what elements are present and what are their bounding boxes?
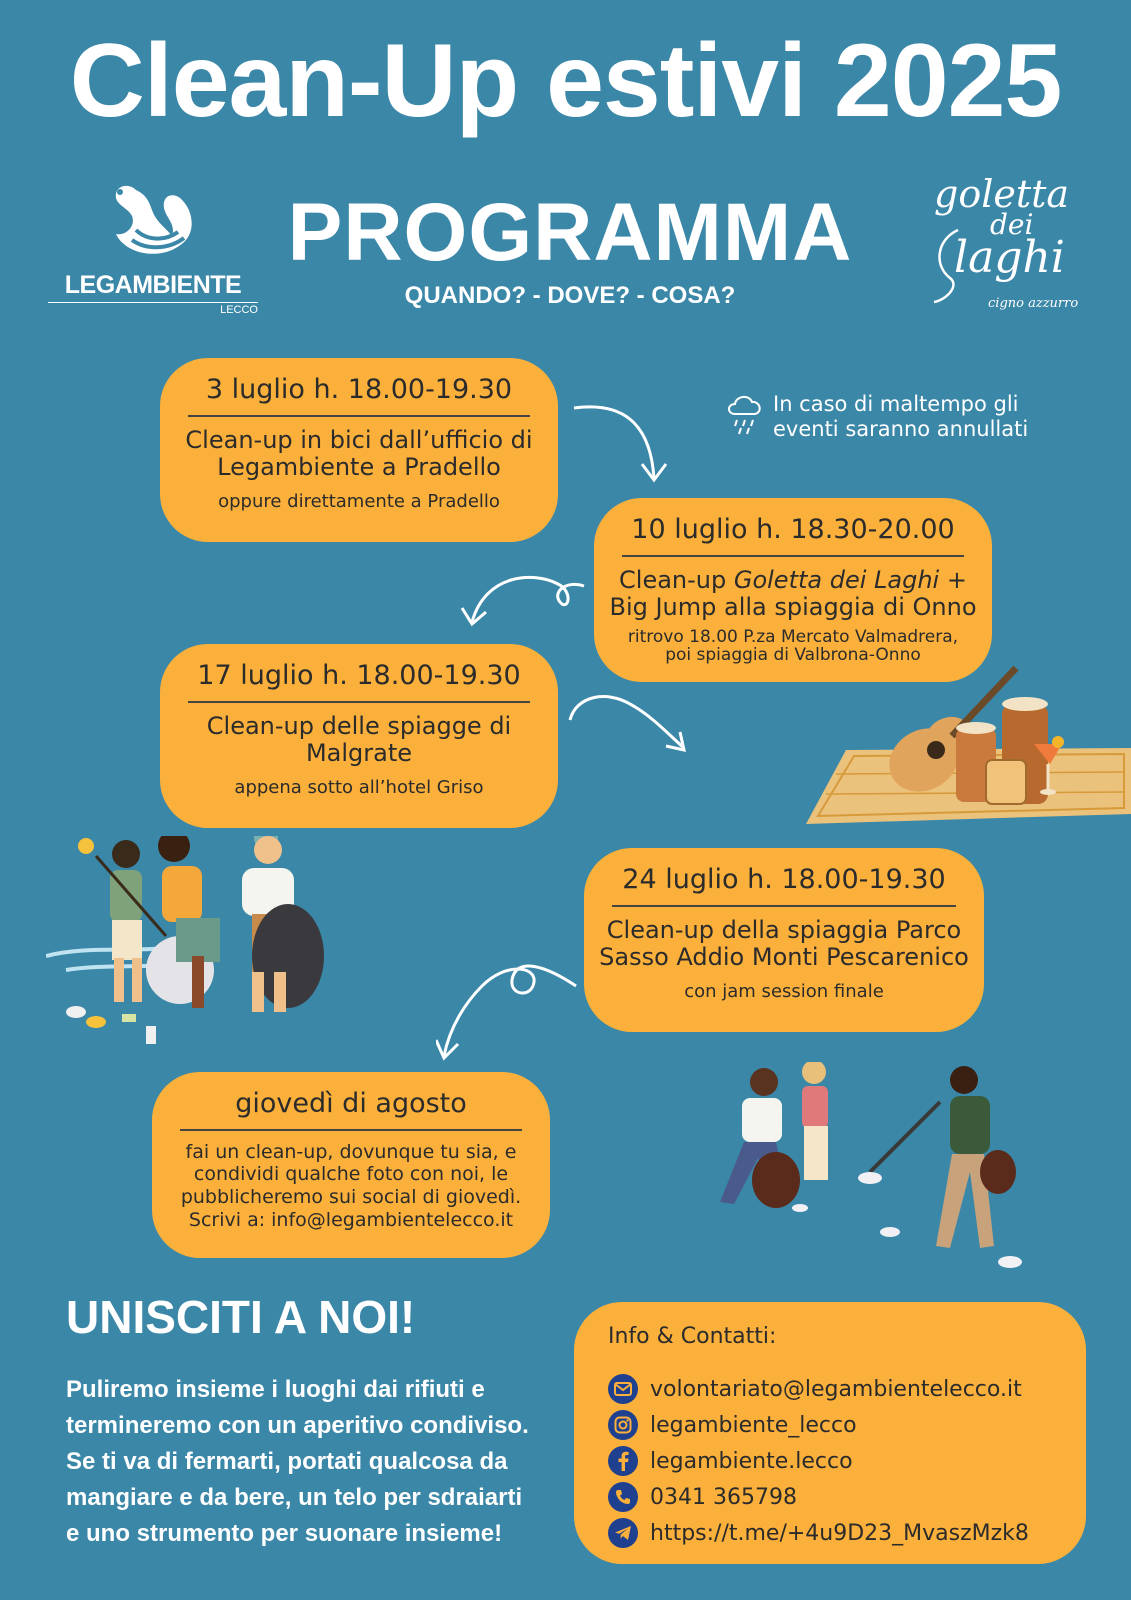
event-description: Sasso Addio Monti Pescarenico <box>599 943 969 972</box>
contacts-card <box>574 1302 1086 1564</box>
weather-line2: eventi saranno annullati <box>773 417 1029 442</box>
picnic-illustration-icon <box>806 664 1131 834</box>
divider <box>188 701 530 703</box>
join-description <box>66 1372 566 1552</box>
event-description: Clean-up della spiaggia Parco <box>606 915 962 944</box>
event-description: Legambiente a Pradello <box>217 453 501 482</box>
contact-row-phone[interactable] <box>608 1479 1086 1515</box>
arrow-icon <box>570 400 680 490</box>
divider <box>188 415 530 417</box>
event-card-2 <box>594 498 992 682</box>
mail-icon <box>608 1374 638 1404</box>
legambiente-logo <box>48 178 258 323</box>
legambiente-brand: LEGAMBIENTE <box>64 271 242 299</box>
contact-telegram[interactable]: https://t.me/+4u9D23_MvaszMzk8 <box>650 1520 1029 1546</box>
event-description: Clean-up delle spiagge di <box>206 711 512 740</box>
swan-icon <box>106 178 200 268</box>
contacts-title: Info & Contatti: <box>608 1324 777 1349</box>
event-note: oppure direttamente a Pradello <box>218 490 500 512</box>
event-note: fai un clean-up, dovunque tu sia, e <box>185 1140 517 1163</box>
join-line: Se ti va di fermarti, portati qualcosa da <box>66 1448 508 1475</box>
goletta-line3: laghi <box>954 232 1065 283</box>
goletta-italic: Goletta dei Laghi <box>733 565 940 594</box>
event-card-5 <box>152 1072 550 1258</box>
goletta-logo <box>930 172 1100 322</box>
weather-note <box>725 392 1055 444</box>
event-date: 24 luglio h. 18.00-19.30 <box>622 864 946 895</box>
weather-line1: In caso di maltempo gli <box>773 392 1019 416</box>
event-description: Clean-up in bici dall’ufficio di <box>185 425 533 454</box>
event-date: 17 luglio h. 18.00-19.30 <box>197 660 521 691</box>
join-line: termineremo con un aperitivo condiviso. <box>66 1412 529 1439</box>
event-note: Scrivi a: info@legambientelecco.it <box>188 1208 514 1231</box>
program-heading: PROGRAMMA <box>287 187 853 278</box>
contact-row-telegram[interactable] <box>608 1515 1086 1551</box>
event-card-4 <box>584 848 984 1032</box>
program-subtitle: QUANDO? - DOVE? - COSA? <box>404 282 736 309</box>
goletta-line1: goletta <box>934 172 1070 216</box>
join-line: e uno strumento per suonare insieme! <box>66 1520 503 1547</box>
join-heading: UNISCITI A NOI! <box>66 1291 416 1343</box>
event-description: Clean-up Goletta dei Laghi + <box>619 565 967 594</box>
event-description: Malgrate <box>305 739 413 768</box>
divider <box>180 1129 522 1131</box>
contact-row-email[interactable] <box>608 1371 1086 1407</box>
contact-facebook[interactable]: legambiente.lecco <box>650 1448 853 1474</box>
event-card-3 <box>160 644 558 828</box>
contact-email[interactable]: volontariato@legambientelecco.it <box>650 1376 1022 1402</box>
event-note: ritrovo 18.00 P.za Mercato Valmadrera, <box>627 626 959 647</box>
event-card-1 <box>160 358 558 542</box>
contact-phone[interactable]: 0341 365798 <box>650 1484 797 1510</box>
arrow-icon <box>456 566 586 636</box>
contact-row-facebook[interactable] <box>608 1443 1086 1479</box>
event-date: 3 luglio h. 18.00-19.30 <box>205 374 513 405</box>
event-note: con jam session finale <box>684 980 884 1002</box>
event-note: condividi qualche foto con noi, le <box>193 1163 509 1186</box>
event-note: appena sotto all’hotel Griso <box>234 776 484 798</box>
divider <box>612 905 956 907</box>
goletta-line2: dei <box>990 208 1034 241</box>
legambiente-sub: LECCO <box>48 302 258 316</box>
divider <box>622 555 964 557</box>
goletta-line4: cigno azzurro <box>988 296 1079 311</box>
page-title: Clean-Up estivi 2025 <box>69 23 1062 139</box>
cleanup-volunteers-illustration-icon <box>46 836 336 1066</box>
event-date: 10 luglio h. 18.30-20.00 <box>631 514 955 545</box>
join-line: mangiare e da bere, un telo per sdraiarti <box>66 1484 523 1511</box>
event-note: poi spiaggia di Valbrona-Onno <box>665 645 921 666</box>
wave-swirl-icon <box>930 226 970 306</box>
event-description: Big Jump alla spiaggia di Onno <box>609 593 977 622</box>
contact-instagram[interactable]: legambiente_lecco <box>650 1412 857 1438</box>
contact-row-instagram[interactable] <box>608 1407 1086 1443</box>
event-date: giovedì di agosto <box>235 1088 467 1119</box>
join-line: Puliremo insieme i luoghi dai rifiuti e <box>66 1376 485 1403</box>
instagram-icon <box>608 1410 638 1440</box>
telegram-icon <box>608 1518 638 1548</box>
phone-icon <box>608 1482 638 1512</box>
cleanup-volunteers-illustration-icon <box>680 1062 1050 1282</box>
arrow-icon <box>566 690 692 760</box>
arrow-icon <box>436 956 578 1066</box>
facebook-icon <box>608 1446 638 1476</box>
event-note: pubblicheremo sui social di giovedì. <box>180 1186 522 1209</box>
rain-cloud-icon <box>725 392 765 436</box>
